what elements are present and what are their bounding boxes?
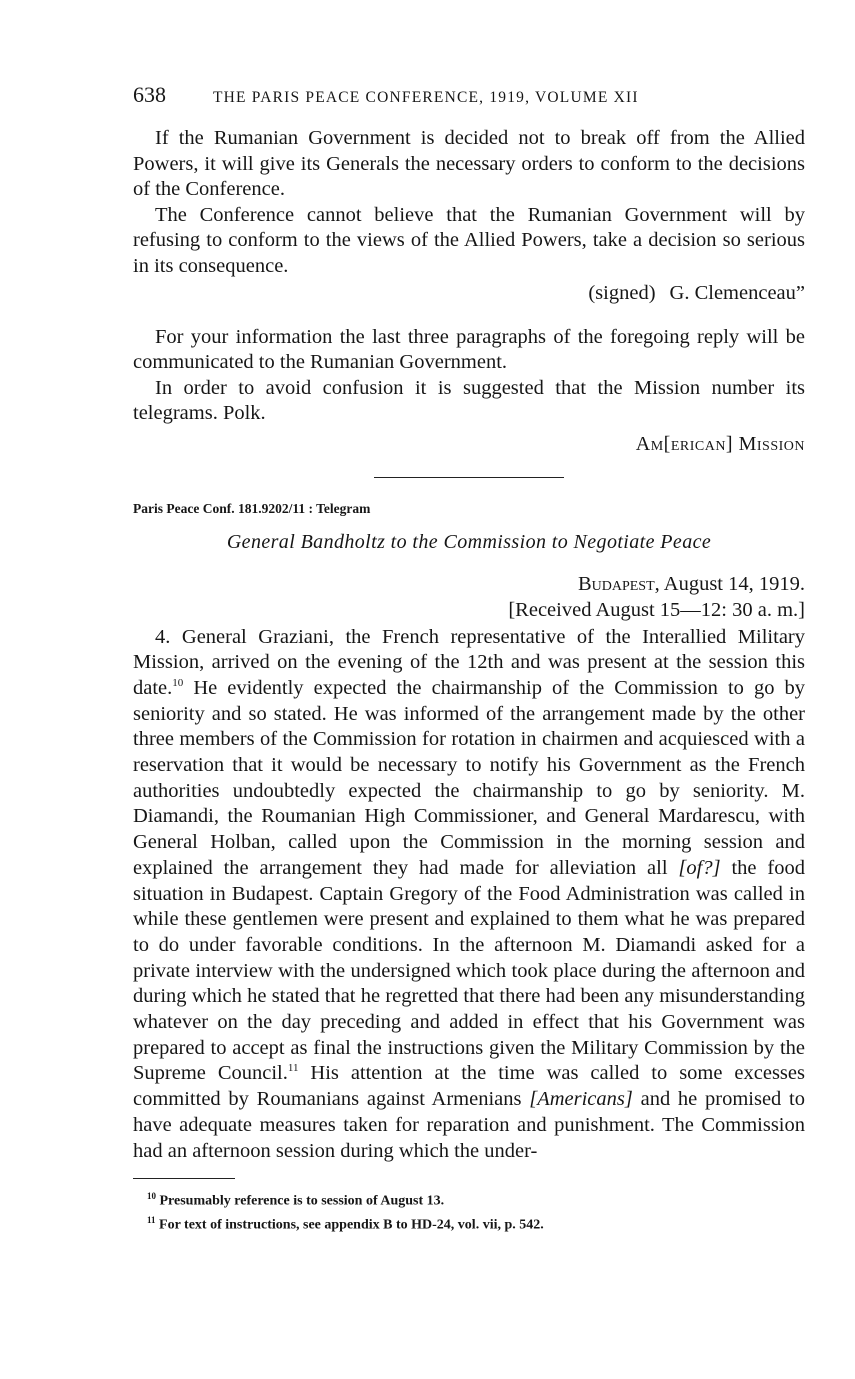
footnote-divider	[133, 1178, 235, 1179]
footnote-mark: 11	[147, 1214, 156, 1225]
body-text-3: the food situation in Budapest. Captain Gregory of the Food Administration was called in while these gentlemen were present and explained to them what he was prepared to do under favorable conditions. In the afternoon M. Diamandi asked for a private interview with the undersigned which took place during the afternoon and during which he stated that he regretted that there had been any misunderstanding whatever on the day preceding and added in effect that his Government was prepared to accept as final the instructions given the Military Commission by the Supreme Council.	[133, 856, 805, 1085]
body-text-1: 4. General Graziani, the French representative of the Interallied Military Mission, arrived on the evening of the 12th and was present at the session this date.	[133, 625, 805, 699]
date: August 14, 1919.	[663, 572, 805, 595]
continuation-paragraph-3: For your information the last three paragraphs of the foregoing reply will be communicated to the Rumanian Government.	[133, 325, 805, 373]
footnote-text: For text of instructions, see appendix B to HD-24, vol. vii, p. 542.	[159, 1217, 544, 1233]
editorial-insertion-americans: [Americans]	[529, 1088, 633, 1111]
place: Budapest,	[577, 572, 660, 595]
signatory-name: G. Clemenceau”	[669, 282, 805, 304]
signature-line	[133, 281, 805, 307]
body-text-2: He evidently expected the chairmanship of the Commission to go by seniority and so stated. He was informed of the arrangement made by the other three members of the Commission for rotation in chairmen and acquiesced with a reservation that it would be necessary to notify his Government as the French authorities undoubtedly expected the chairmanship to go by seniority. M. Diamandi, the Roumanian High Commissioner, and General Mardarescu, with General Holban, called upon the Commission in the morning session and explained the arrangement they had made for alleviation all	[133, 676, 805, 879]
telegram-body	[133, 625, 805, 1165]
mission-signature: Am[erican] Mission	[635, 432, 805, 455]
dateline	[133, 571, 805, 623]
footnote-10	[147, 1187, 805, 1211]
running-head	[133, 82, 805, 112]
editorial-insertion-of: [of?]	[678, 856, 721, 879]
continuation-paragraph-4: In order to avoid confusion it is suggested that the Mission number its telegrams. Polk.	[133, 376, 805, 424]
footnote-11	[147, 1211, 805, 1235]
document-title: General Bandholtz to the Commission to Negotiate Peace	[226, 530, 712, 553]
continuation-paragraph-2: The Conference cannot believe that the Rumanian Government will by refusing to conform to the views of the Allied Powers, take a decision so serious in its consequence.	[133, 203, 805, 277]
body-text-5: and he promised to have adequate measures taken for reparation and punishment. The Commission had an afternoon session during which the under-	[133, 1088, 805, 1162]
page	[133, 82, 805, 1235]
place-date	[133, 571, 805, 597]
received-note: [Received August 15—12: 30 a. m.]	[508, 598, 805, 621]
body-text-4: His attention at the time was called to some excesses committed by Roumanians against Armenians	[133, 1062, 805, 1111]
footnotes	[133, 1187, 805, 1234]
page-number: 638	[133, 82, 166, 107]
footnote-text: Presumably reference is to session of August 13.	[159, 1193, 445, 1209]
footnote-ref-11: 11	[287, 1062, 299, 1075]
footnote-mark: 10	[147, 1191, 156, 1202]
running-title: THE PARIS PEACE CONFERENCE, 1919, VOLUME XII	[213, 89, 639, 106]
footnote-ref-10: 10	[172, 677, 184, 690]
section-divider	[374, 477, 564, 478]
continuation-paragraph-1: If the Rumanian Government is decided not to break off from the Allied Powers, it will give its Generals the necessary orders to conform to the decisions of the Conference.	[133, 127, 805, 200]
document-reference: Paris Peace Conf. 181.9202/11 : Telegram	[133, 500, 371, 516]
signed-label: (signed)	[588, 282, 656, 304]
